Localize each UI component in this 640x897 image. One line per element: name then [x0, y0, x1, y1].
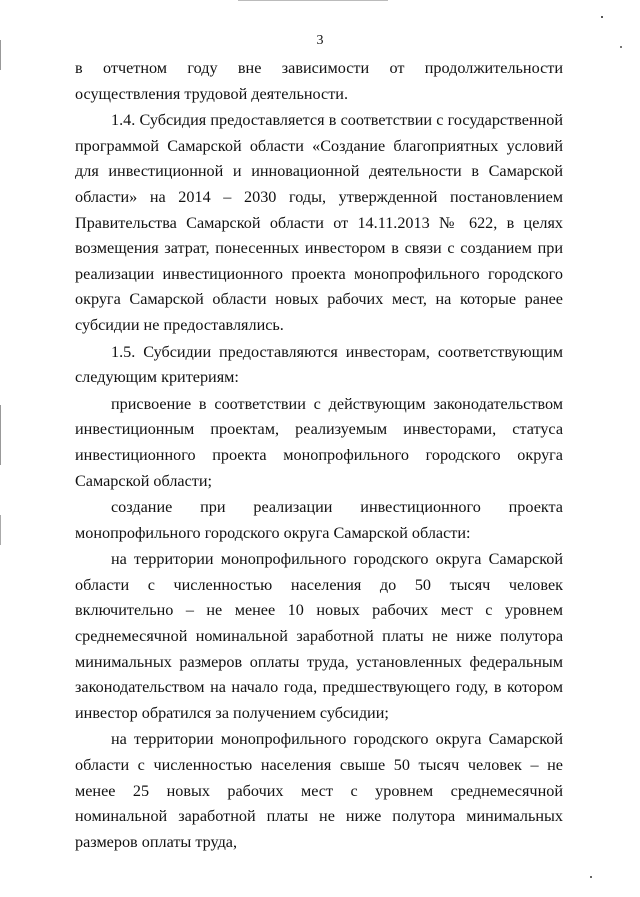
- scan-edge-left-3: [0, 515, 1, 545]
- paragraph-criterion-creation: создание при реализации инвестиционного проекта монопрофильного городского округа Самарской области:: [75, 498, 563, 542]
- paragraph-1-4: 1.4. Субсидия предоставляется в соответствии с государственной программой Самарской области «Создание благоприятных условий для инвестиционной и инновационной деятельности в Самарской области» на 2014 – 2030 годы, утвержденной постановлением Правительства Самарской области от 14.11.2013 № 622, в целях возмещения затрат, понесенных инвестором в связи с созданием при реализации инвестиционного проекта монопрофильного городского округа Самарской области новых рабочих мест, на которые ранее субсидии не предоставлялись.: [75, 111, 563, 334]
- document-body: [75, 56, 563, 855]
- scan-edge-left-2: [0, 405, 1, 465]
- scan-line-top: [238, 0, 388, 1]
- paragraph-criterion-status: присвоение в соответствии с действующим законодательством инвестиционным проектам, реализуемым инвесторами, статуса инвестиционного проекта монопрофильного городского округа Самарской области;: [75, 394, 563, 490]
- scan-dot-right-1: [601, 16, 603, 18]
- paragraph-over-50k: на территории монопрофильного городского округа Самарской области с численностью населения свыше 50 тысяч человек – не менее 25 новых рабочих мест с уровнем среднемесячной номинальной заработной платы не ниже полутора минимальных размеров оплаты труда,: [75, 730, 563, 851]
- paragraph-under-50k: на территории монопрофильного городского округа Самарской области с численностью населения до 50 тысяч человек включительно – не менее 10 новых рабочих мест с уровнем среднемесячной номинальной заработной платы не ниже полутора минимальных размеров оплаты труда, установленных федеральным законодательством на начало года, предшествующего году, в котором инвестор обратился за получением субсидии;: [75, 550, 563, 722]
- scan-dot-right-3: [590, 876, 592, 878]
- page-number: 3: [316, 33, 324, 48]
- paragraph-continuation: в отчетном году вне зависимости от продолжительности осуществления трудовой деятельности.: [75, 59, 563, 103]
- paragraph-1-5: 1.5. Субсидии предоставляются инвесторам, соответствующим следующим критериям:: [75, 342, 563, 387]
